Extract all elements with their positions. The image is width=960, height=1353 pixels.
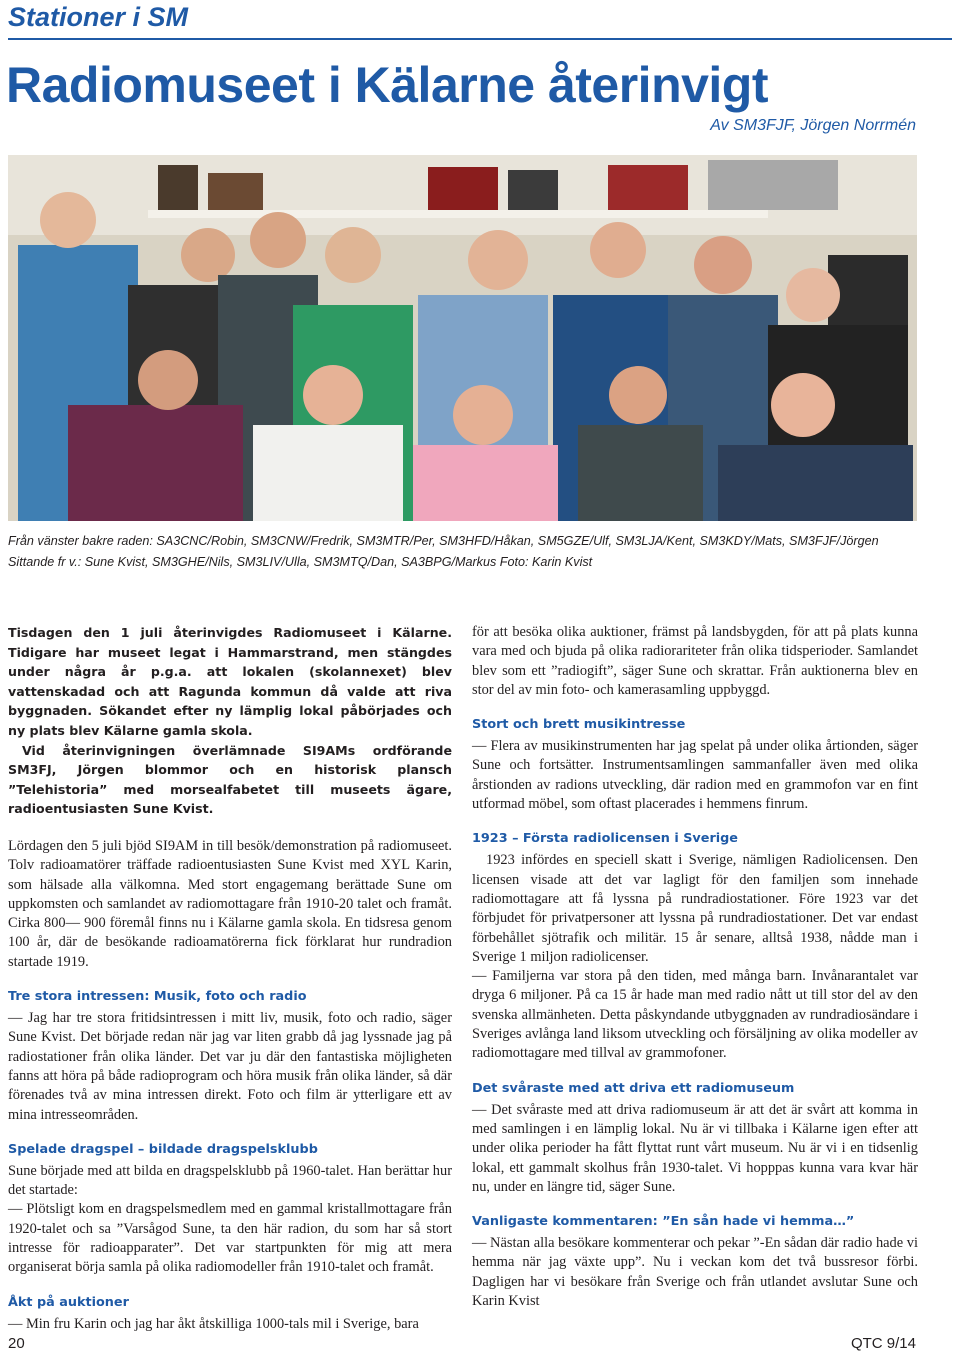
body-paragraph: — Flera av musikinstrumenten har jag spelat på under olika årtionden, säger Sune och fortsätter. Instrumentsamlingen sammanfaller även med olika årstionden av radions utveckling, där radion med en grammofon var en fint utformad möbel, som oftast placerades i hemmens finrum. xyxy=(472,738,918,813)
left-column xyxy=(8,623,452,1334)
body-paragraph: Lördagen den 5 juli bjöd SI9AM in till besök/demonstration på radiomuseet. Tolv radioamatörer träffade radioentusiasten Sune Kvist med XYL Karin, som hälsade alla välkomna. Med stort engagemang berättade Sune om uppkomsten och samlandet av radiomottagare från 1910-20 talet och framåt. Cirka 800— 900 föremål finns nu i Kälarne gamla skola. En tidsresa genom 100 år, där de besökande radioamatörerna fick förklarat hur rundradion startade 1919. xyxy=(8,837,452,970)
body-paragraph: för att besöka olika auktioner, främst på landsbygden, för att på plats kunna vara med och bjuda på olika radiorariteter från olika tidsperioder. Samlandet blev som ett ”radiogift”, säger Sune och skrattar. Från auktionerna blev en stor del av min foto- och kamerasamling uppbyggd. xyxy=(472,624,918,698)
body-paragraph: Sune började med att bilda en dragspelsklubb på 1960-talet. Han berättar hur det startade: xyxy=(8,1162,452,1199)
body-paragraph: — Plötsligt kom en dragspelsmedlem med en gammal kristallmottagare från 1920-talet och sa ”Varsågod Sune, ta den här radion, du som har så stort intresse för radioapparater”. Det var startpunkten för mig att mera organiserat börja samla på olika radiomodeller från 1910-talet och framåt. xyxy=(8,1201,452,1276)
subheading: Stort och brett musikintresse xyxy=(472,717,686,733)
subheading: Det svåraste med att driva ett radiomuseum xyxy=(472,1080,795,1096)
subheading: Spelade dragspel – bildade dragspelsklubb xyxy=(8,1141,318,1157)
article-title: Radiomuseet i Kälarne återinvigt xyxy=(6,57,769,113)
body-paragraph: — Min fru Karin och jag har åkt åtskilliga 1000-tals mil i Sverige, bara xyxy=(8,1315,419,1332)
byline: Av SM3FJF, Jörgen Norrmén xyxy=(710,117,916,134)
lead-text-1: Tisdagen den 1 juli återinvigdes Radiomuseet i Kälarne. Tidigare har museet legat i Hammarstrand, men stängdes under några år p.g.a. att lokalen (skolannexet) blev vattenskadad och att Ragunda kommun då valde att riva byggnaden. Sökandet efter ny lämplig lokal påbörjades och ny plats blev Kälarne gamla skola. xyxy=(8,625,452,738)
body-paragraph: — Nästan alla besökare kommenterar och pekar ”-En sådan där radio hade vi hemma när jag växte upp”. Nu i veckan kom det två bussresor förbi. Dagligen har vi besökare från Sverige och från utlandet avslutar Sune och Karin Kvist xyxy=(472,1235,918,1310)
right-column xyxy=(472,623,918,1311)
lead-paragraph xyxy=(8,623,452,819)
photo-caption: Från vänster bakre raden: SA3CNC/Robin, SM3CNW/Fredrik, SM3MTR/Per, SM3HFD/Håkan, SM5GZE/Ulf, SM3LJA/Kent, SM3KDY/Mats, SM3FJF/Jörgen Sittande fr v.: Sune Kvist, SM3GHE/Nils, SM3LIV/Ulla, SM3MTQ/Dan, SA3BPG/Markus Foto: Karin Kvist xyxy=(8,534,879,569)
subheading: Vanligaste kommentaren: ”En sån hade vi hemma…” xyxy=(472,1214,855,1230)
page-number: 20 xyxy=(8,1335,25,1352)
subheading: 1923 – Första radiolicensen i Sverige xyxy=(472,831,738,847)
header-rule xyxy=(8,38,952,40)
body-paragraph: 1923 infördes en speciell skatt i Sverige, nämligen Radiolicensen. Den licensen visade att det var lagligt för den familjen som innehade radiomottagare att få lyssna på rundradiostationer. Före 1923 var det förbjudet för privatpersoner att lyssna på rundradiostationer. Det var endast förbehållet sjötrafik och militär. 15 år senare, alltså 1938, nådde man i Sverige 1 miljon radiolicenser. xyxy=(472,852,918,965)
body-paragraph: — Det svåraste med att driva radiomuseum är att det är svårt att komma in med samlingen i en lämplig lokal. Nu är vi tillbaka i Kälarne igen efter att under olika perioder ha fått flyttat runt vårt museum. Nu är vi i en tidsenlig lokal, ett gammalt skolhus från 1930-talet. Vi hopppas kunna vara kvar här nu, under en längre tid, säger Sune. xyxy=(472,1101,918,1195)
section-label: Stationer i SM xyxy=(8,2,189,32)
lead-text-2: Vid återinvigningen överlämnade SI9AMs ordförande SM3FJ, Jörgen blommor och en historisk plansch ”Telehistoria” med morsealfabetet till museets ägare, radioentusiasten Sune Kvist. xyxy=(8,742,452,817)
body-paragraph: — Jag har tre stora fritidsintressen i mitt liv, musik, foto och radio, säger Sune Kvist. Det började redan när jag var liten grabb då jag lyssnade jag på radiostationer från olika länder. Det var ju där den fantastiska möjligheten fanns att höra på både radioprogram och höra musik från olika länder, så där förenades två av mina intressen direkt. Foto och film är ytterligare ett av mina intresseområden. xyxy=(8,1010,452,1123)
subheading: Åkt på auktioner xyxy=(8,1294,129,1310)
issue-label: QTC 9/14 xyxy=(850,1335,916,1352)
body-paragraph: — Familjerna var stora på den tiden, med många barn. Invånarantalet var dryga 6 miljoner. På ca 15 år hade man med radio nått ut till stor del av den svenska allmänheten. Detta påskyndande utbyggnaden av rundradiosändare i Sveriges avlånga land liksom utveckling och försäljning av olika modeller av radiomottagare med tillval av grammofoner. xyxy=(472,968,918,1062)
subheading: Tre stora intressen: Musik, foto och radio xyxy=(8,989,307,1005)
group-photo xyxy=(8,155,917,521)
